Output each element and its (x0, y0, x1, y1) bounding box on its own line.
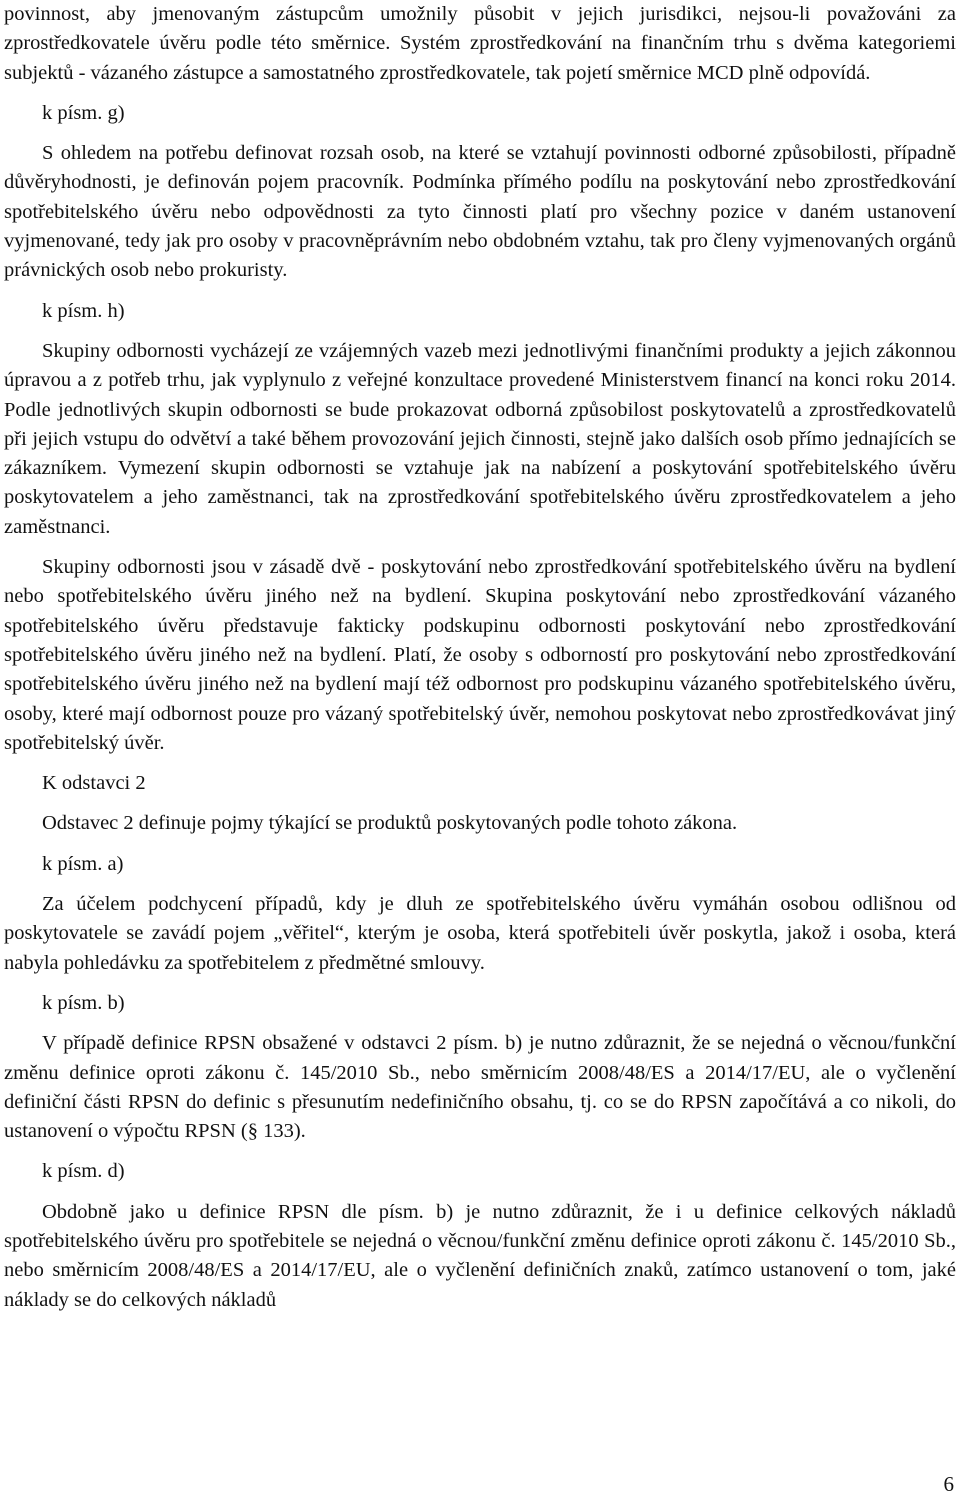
paragraph-pism-h-2: Skupiny odbornosti jsou v zásadě dvě - poskytování nebo zprostředkování spotřebitelského úvěru na bydlení nebo spotřebitelského úvěru jiného než na bydlení. Skupina poskytování nebo zprostředkování vázaného spotřebitelského úvěru představuje fakticky podskupinu odbornosti poskytování nebo zprostředkování spotřebitelského úvěru jiného než na bydlení. Platí, že osoby s odborností pro poskytování nebo zprostředkování spotřebitelského úvěru jiného než na bydlení mají též odbornost pro podskupinu vázaného spotřebitelského úvěru, osoby, které mají odbornost pouze pro vázaný spotřebitelský úvěr, nemohou poskytovat nebo zprostředkovávat jiný spotřebitelský úvěr. (4, 556, 956, 754)
document-page (4, 0, 956, 1315)
paragraph-pism-g: S ohledem na potřebu definovat rozsah osob, na které se vztahují povinnosti odborné způsobilosti, případně důvěryhodnosti, je definován pojem pracovník. Podmínka přímého podílu na poskytování nebo zprostředkování spotřebitelského úvěru nebo odpovědnosti za tyto činnosti platí pro všechny pozice v daném ustanovení vyjmenované, tedy jak pro osoby v pracovněprávním nebo obdobném vztahu, tak pro členy vyjmenovaných orgánů právnických osob nebo prokuristy. (4, 142, 956, 282)
heading-pism-b: k písm. b) (42, 991, 125, 1014)
paragraph-pism-d: Obdobně jako u definice RPSN dle písm. b) je nutno zdůraznit, že i u definice celkových nákladů spotřebitelského úvěru pro spotřebitele se nejedná o věcnou/funkční změnu definice oproti zákonu č. 145/2010 Sb., nebo směrnicím 2008/48/ES a 2014/17/EU, ale o vyčlenění definičních znaků, zatímco ustanovení o tom, jaké náklady se do celkových nákladů (4, 1200, 956, 1311)
paragraph-pism-h-1: Skupiny odbornosti vycházejí ze vzájemných vazeb mezi jednotlivými finančními produkty a jejich zákonnou úpravou a z potřeb trhu, jak vyplynulo z veřejné konzultace provedené Ministerstvem financí na konci roku 2014. Podle jednotlivých skupin odbornosti se bude prokazovat odborná způsobilost poskytovatelů a zprostředkovatelů při jejich vstupu do odvětví a také během provozování jejich činnosti, stejně jako dalších osob přímo jednajících se zákazníkem. Vymezení skupin odbornosti se vztahuje jak na nabízení a poskytování spotřebitelského úvěru poskytovatelem a jeho zaměstnanci, tak na zprostředkování spotřebitelského úvěru zprostředkovatelem a jeho zaměstnanci. (4, 339, 956, 538)
paragraph-odstavec-2: Odstavec 2 definuje pojmy týkající se produktů poskytovaných podle tohoto zákona. (42, 812, 738, 835)
heading-pism-a: k písm. a) (42, 852, 124, 875)
paragraph-intro-continued: povinnost, aby jmenovaným zástupcům umožnily působit v jejich jurisdikci, nejsou-li považováni za zprostředkovatele úvěru podle této směrnice. Systém zprostředkování na finančním trhu s dvěma kategoriemi subjektů - vázaného zástupce a samostatného zprostředkovatele, tak pojetí směrnice MCD plně odpovídá. (4, 3, 956, 84)
heading-pism-d: k písm. d) (42, 1160, 125, 1183)
heading-k-odstavci-2: K odstavci 2 (42, 772, 146, 795)
heading-pism-g: k písm. g) (42, 101, 125, 124)
heading-pism-h: k písm. h) (42, 299, 125, 322)
paragraph-pism-b: V případě definice RPSN obsažené v odstavci 2 písm. b) je nutno zdůraznit, že se nejedná o věcnou/funkční změnu definice oproti zákonu č. 145/2010 Sb., nebo směrnicím 2008/48/ES a 2014/17/EU, ale o vyčlenění definiční části RPSN do definic s přesunutím nedefiničního obsahu, tj. co se do RPSN započítává a co nikoli, do ustanovení o výpočtu RPSN (§ 133). (4, 1032, 956, 1143)
page-number: 6 (943, 1472, 954, 1496)
paragraph-pism-a: Za účelem podchycení případů, kdy je dluh ze spotřebitelského úvěru vymáhán osobou odlišnou od poskytovatele se zavádí pojem „věřitel“, kterým je osoba, která spotřebiteli úvěr poskytla, jakož i osoba, která nabyla pohledávku za spotřebitelem z předmětné smlouvy. (4, 893, 956, 974)
